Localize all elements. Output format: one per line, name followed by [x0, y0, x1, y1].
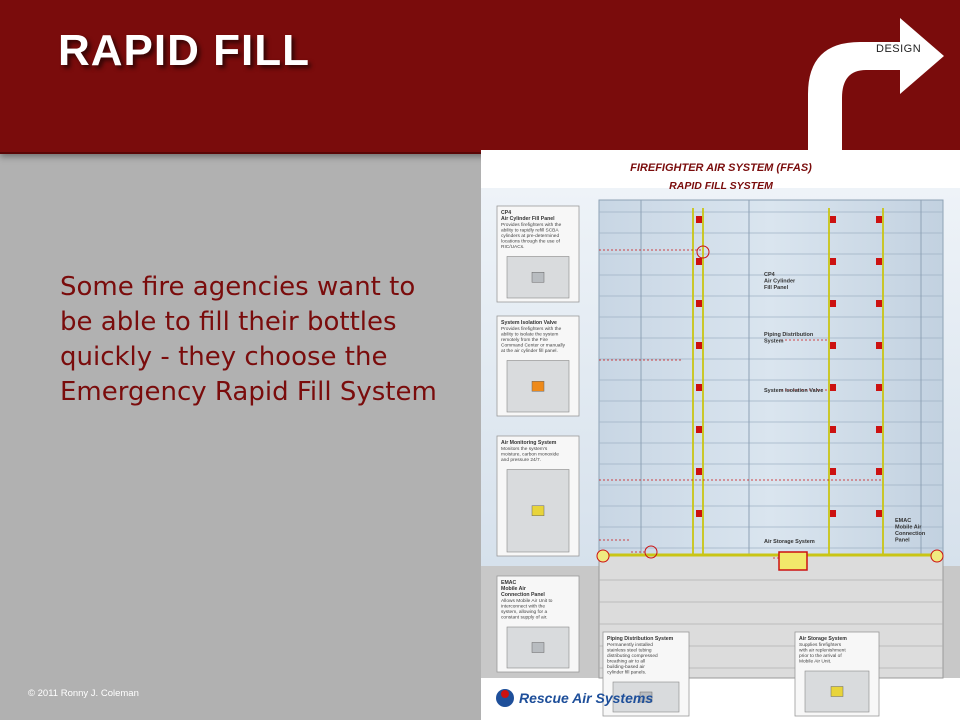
info-panel	[497, 316, 579, 416]
svg-text:EMAC: EMAC	[501, 580, 517, 586]
fill-panel-icon	[876, 468, 882, 475]
poster-title-line1: FIREFIGHTER AIR SYSTEM (FFAS)	[630, 162, 812, 174]
svg-text:cylinder fill panels.: cylinder fill panels.	[607, 670, 647, 676]
svg-text:prior to the arrival of: prior to the arrival of	[799, 654, 842, 659]
fill-panel-icon	[830, 342, 836, 349]
svg-text:RIC/UACs.: RIC/UACs.	[501, 245, 525, 250]
svg-text:breathing air to all: breathing air to all	[607, 659, 646, 665]
body-text: Some fire agencies want to be able to fill their bottles quickly - they choose the Emergency Rapid Fill System	[60, 272, 437, 408]
copyright: © 2011 Ronny J. Coleman	[28, 688, 139, 699]
svg-text:Air Cylinder Fill Panel: Air Cylinder Fill Panel	[501, 216, 555, 222]
svg-text:constant supply of air.: constant supply of air.	[501, 615, 548, 621]
info-panel	[497, 436, 579, 556]
svg-text:Command Center or manually: Command Center or manually	[501, 343, 565, 349]
emac-right-icon	[931, 550, 943, 562]
svg-text:locations through the use of: locations through the use of	[501, 239, 560, 245]
fill-panel-icon	[696, 342, 702, 349]
svg-text:cylinders at pre-determined: cylinders at pre-determined	[501, 234, 560, 239]
fill-panel-icon	[830, 468, 836, 475]
fill-panel-icon	[830, 384, 836, 391]
fill-panel-icon	[696, 300, 702, 307]
svg-text:Air Storage System: Air Storage System	[799, 636, 847, 642]
logo	[496, 689, 653, 707]
svg-text:Piping Distribution System: Piping Distribution System	[607, 636, 674, 642]
design-label: DESIGN	[876, 43, 922, 55]
info-panel	[497, 576, 579, 672]
svg-text:stainless steel tubing: stainless steel tubing	[607, 648, 652, 654]
design-arrow-icon	[800, 14, 950, 154]
fill-panel-icon	[876, 426, 882, 433]
emac-left-icon	[597, 550, 609, 562]
fill-panel-icon	[696, 258, 702, 265]
svg-text:system, allowing for a: system, allowing for a	[501, 610, 548, 615]
svg-text:with air replenishment: with air replenishment	[799, 648, 846, 654]
svg-text:Monitors the system's: Monitors the system's	[501, 447, 548, 452]
svg-text:ability to rapidly refill SCBA: ability to rapidly refill SCBA	[501, 228, 559, 234]
fill-panel-icon	[830, 510, 836, 517]
svg-text:Supplies firefighters: Supplies firefighters	[799, 643, 842, 648]
fill-panel-icon	[876, 384, 882, 391]
poster-title-line2: RAPID FILL SYSTEM	[669, 180, 773, 192]
svg-text:Provides firefighters with the: Provides firefighters with the	[501, 327, 562, 332]
fill-panel-icon	[696, 510, 702, 517]
svg-text:building-based air: building-based air	[607, 665, 645, 670]
callout-piping: Piping Distribution System	[764, 332, 814, 345]
fill-panel-icon	[696, 216, 702, 223]
svg-text:Mobile Air Unit.: Mobile Air Unit.	[799, 659, 832, 665]
fill-panel-icon	[876, 510, 882, 517]
svg-text:Provides firefighters with the: Provides firefighters with the	[501, 223, 562, 228]
svg-text:Allows Mobile Air Unit to: Allows Mobile Air Unit to	[501, 599, 553, 604]
fill-panel-icon	[876, 342, 882, 349]
callout-cp4: CP4 Air Cylinder Fill Panel	[764, 272, 796, 291]
svg-text:moisture, carbon monoxide: moisture, carbon monoxide	[501, 452, 559, 458]
svg-text:System Isolation Valve: System Isolation Valve	[501, 320, 557, 326]
info-panel	[795, 632, 879, 716]
svg-text:at the air cylinder fill panel: at the air cylinder fill panel.	[501, 349, 558, 354]
fill-panel-icon	[830, 426, 836, 433]
fill-panel-icon	[696, 468, 702, 475]
callout-air-storage: Air Storage System	[764, 539, 815, 545]
fill-panel-icon	[696, 426, 702, 433]
fill-panel-icon	[830, 300, 836, 307]
fill-panel-icon	[876, 300, 882, 307]
fill-panel-icon	[830, 258, 836, 265]
svg-text:interconnect with the: interconnect with the	[501, 604, 545, 610]
svg-text:and pressure 24/7.: and pressure 24/7.	[501, 458, 542, 463]
logo-text: Rescue Air Systems	[519, 690, 654, 706]
svg-text:ability to isolate the system: ability to isolate the system	[501, 332, 559, 338]
slide-title: RAPID FILL	[58, 26, 310, 75]
svg-text:CP4: CP4	[501, 210, 512, 216]
fill-panel-icon	[876, 258, 882, 265]
fill-panel-icon	[830, 216, 836, 223]
svg-text:Mobile Air: Mobile Air	[501, 586, 526, 592]
info-panel	[497, 206, 579, 302]
svg-text:Connection Panel: Connection Panel	[501, 592, 545, 598]
svg-text:remotely from the Fire: remotely from the Fire	[501, 338, 548, 343]
svg-text:distributing compressed: distributing compressed	[607, 654, 658, 659]
svg-text:Permanently installed: Permanently installed	[607, 643, 653, 648]
callout-isolation-valve: System Isolation Valve	[764, 388, 824, 394]
fill-panel-icon	[876, 216, 882, 223]
ffas-diagram	[481, 150, 960, 720]
air-storage-icon	[779, 552, 807, 570]
fill-panel-icon	[696, 384, 702, 391]
callout-emac: EMAC Mobile Air Connection Panel	[895, 518, 926, 544]
svg-text:Air Monitoring System: Air Monitoring System	[501, 440, 557, 446]
